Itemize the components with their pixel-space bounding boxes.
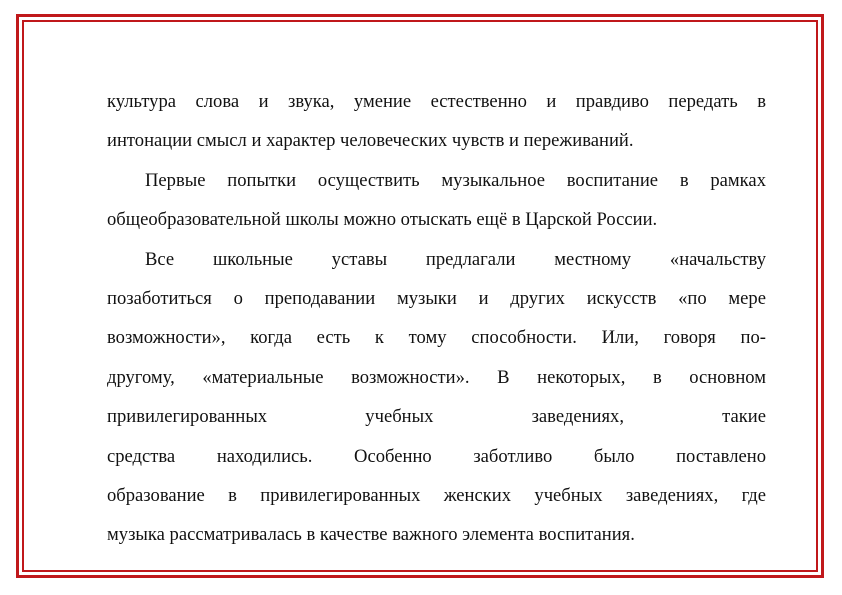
text-line: привилегированных учебных заведениях, такие xyxy=(107,406,766,428)
text-line: общеобразовательной школы можно отыскать ещё в Царской России. xyxy=(107,209,658,231)
text-line: возможности», когда есть к тому способности. Или, говоря по- xyxy=(107,327,766,349)
text-line: образование в привилегированных женских учебных заведениях, где xyxy=(107,484,766,506)
document-text xyxy=(107,82,766,555)
text-line: культура слова и звука, умение естественно и правдиво передать в xyxy=(107,91,766,112)
text-line: Первые попытки осуществить музыкальное воспитание в рамках xyxy=(145,169,766,191)
text-line: музыка рассматривалась в качестве важного элемента воспитания. xyxy=(107,524,635,546)
text-line: Все школьные уставы предлагали местному «начальству xyxy=(145,248,766,270)
text-line: другому, «материальные возможности». В некоторых, в основном xyxy=(107,366,766,388)
text-line: интонации смысл и характер человеческих чувств и переживаний. xyxy=(107,130,634,152)
text-line: средства находились. Особенно заботливо было поставлено xyxy=(107,445,766,467)
text-line: позаботиться о преподавании музыки и других искусств «по мере xyxy=(107,287,766,309)
